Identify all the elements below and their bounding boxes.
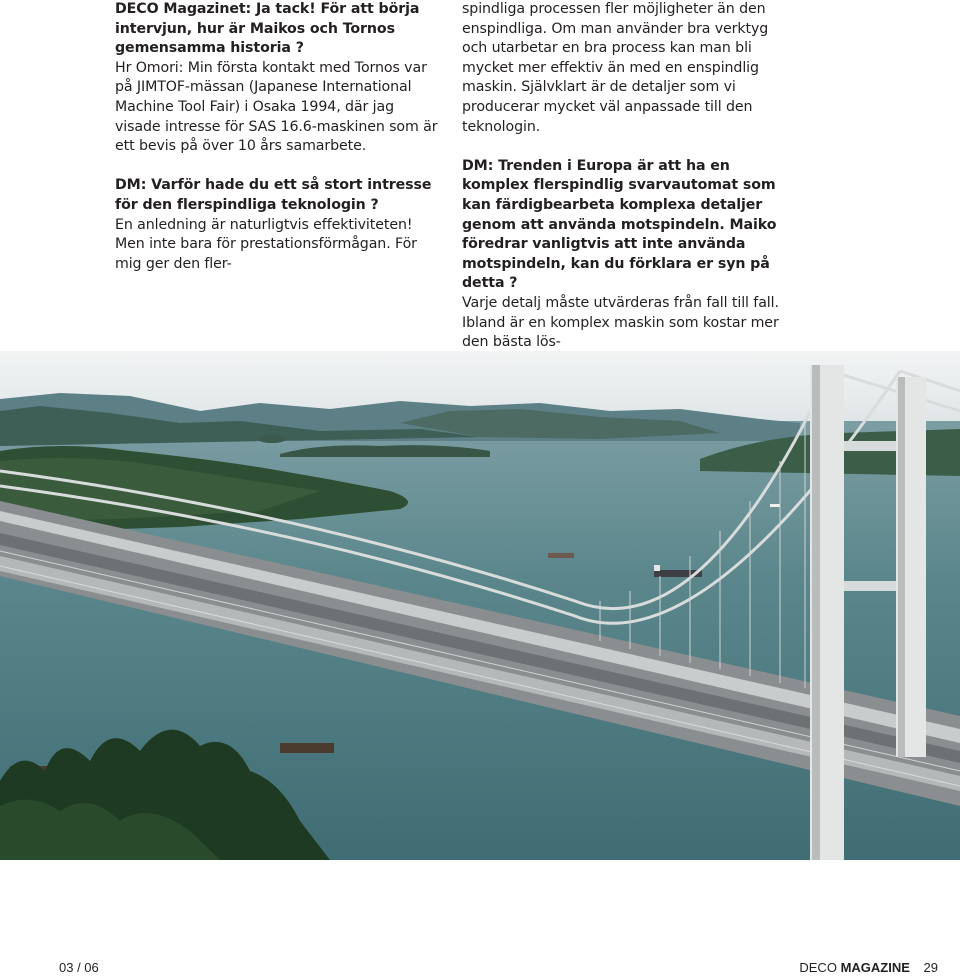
answer-multispindle: En anledning är naturligtvis effektiviteten! Men inte bara för prestationsförmågan. För mig ger den fler- [115, 216, 417, 272]
right-column [462, 0, 788, 353]
brand-bold: MAGAZINE [840, 960, 910, 975]
left-column [115, 0, 440, 274]
intro-answer: Hr Omori: Min första kontakt med Tornos var på JIMTOF-mässan (Japanese International Machine Tool Fair) i Osaka 1994, där jag visade intresse för SAS 16.6-maskinen som är ett bevis på över 10 års samarbete. [115, 59, 438, 155]
brand-light: DECO [799, 960, 837, 975]
intro-question: DECO Magazinet: Ja tack! För att börja intervjun, hur är Maikos och Tornos gemensamma historia ? [115, 1, 420, 57]
magazine-footer [799, 960, 938, 975]
bridge-photo [0, 351, 960, 860]
answer-multispindle-continued: spindliga processen fler möjligheter än den enspindliga. Om man använder bra verktyg och utarbetar en bra process kan man bli mycket mer effektiv än med en enspindlig maskin. Självklart är de detaljer som vi producerar mycket väl anpassade till den teknologin. [462, 1, 769, 135]
issue-number: 03 / 06 [59, 960, 99, 975]
question-multispindle: DM: Varför hade du ett så stort intresse för den flerspindliga teknologin ? [115, 177, 432, 213]
page-number: 29 [923, 960, 938, 975]
answer-europe-trend: Varje detalj måste utvärderas från fall till fall. Ibland är en komplex maskin som kostar mer den bästa lös- [462, 294, 779, 351]
question-europe-trend: DM: Trenden i Europa är att ha en komplex flerspindlig svarvautomat som kan färdigbearbeta komplexa detaljer genom att använda motspindeln. Maiko föredrar vanligtvis att inte använda motspindeln, kan du förklara er syn på detta ? [462, 157, 777, 292]
